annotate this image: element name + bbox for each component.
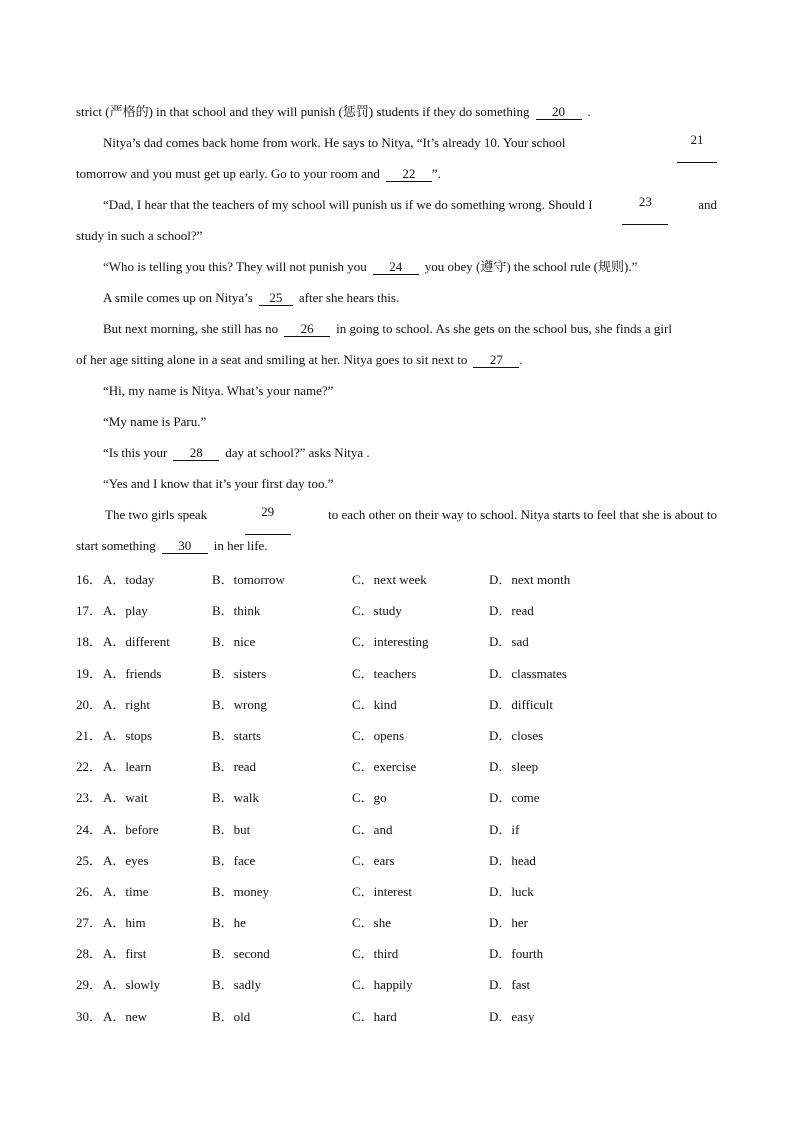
option-b: B．walk <box>212 790 259 806</box>
option-c: C．hard <box>352 1008 397 1024</box>
passage-text: you obey (遵守) the school rule (规则).” <box>424 259 638 274</box>
question-number: 20． <box>76 696 103 712</box>
passage-text: in going to school. As she gets on the school bus, she finds a girl <box>336 321 672 336</box>
option-row <box>76 569 717 600</box>
option-d: D．fourth <box>489 946 544 962</box>
option-row <box>76 943 717 974</box>
option-a: A．play <box>103 603 148 619</box>
answer-blank: 27 <box>473 352 519 368</box>
option-b: B．wrong <box>212 696 267 712</box>
passage-line <box>76 535 717 566</box>
passage-line <box>76 318 717 349</box>
option-row <box>76 1006 717 1037</box>
question-number: 19． <box>76 665 103 681</box>
option-c: C．happily <box>352 977 413 993</box>
passage-text: start something <box>76 538 156 553</box>
option-b: B．think <box>212 603 261 619</box>
answer-blank: 24 <box>373 259 419 275</box>
answer-blank: 26 <box>284 321 330 337</box>
question-number: 25． <box>76 852 103 868</box>
passage-line <box>76 194 717 225</box>
passage-line <box>76 101 717 132</box>
passage-line <box>76 132 717 163</box>
option-b: B．sadly <box>212 977 262 993</box>
option-a: A．different <box>103 634 170 650</box>
option-a: A．eyes <box>103 852 149 868</box>
answer-blank: 20 <box>536 104 582 120</box>
option-b: B．tomorrow <box>212 572 285 587</box>
option-b: B．nice <box>212 634 256 650</box>
answer-blank: 23 <box>622 194 668 225</box>
option-d: D．head <box>489 852 536 868</box>
passage-text: strict (严格的) in that school and they will punish (惩罚) students if they do something <box>76 104 530 119</box>
option-a: A．learn <box>103 759 152 775</box>
option-row <box>76 663 717 694</box>
passage-line <box>76 163 717 194</box>
question-number: 18． <box>76 634 103 650</box>
passage-text: of her age sitting alone in a seat and smiling at her. Nitya goes to sit next to <box>76 352 468 367</box>
option-d: D．sad <box>489 634 529 650</box>
option-d: D．closes <box>489 727 544 743</box>
option-c: C．go <box>352 790 387 806</box>
option-c: C．kind <box>352 696 397 712</box>
option-row <box>76 912 717 943</box>
option-a: A．wait <box>103 790 148 806</box>
question-number: 23． <box>76 790 103 806</box>
option-row <box>76 725 717 756</box>
answer-blank: 29 <box>245 504 291 535</box>
passage-line <box>76 225 717 256</box>
question-number: 21． <box>76 727 103 743</box>
passage-line <box>76 473 717 504</box>
passage-line <box>76 442 717 473</box>
option-c: C．study <box>352 603 402 619</box>
option-row <box>76 974 717 1005</box>
passage-line <box>76 380 717 411</box>
option-c: C．teachers <box>352 665 417 681</box>
passage-text: But next morning, she still has no <box>103 321 279 336</box>
question-number: 27． <box>76 915 103 931</box>
option-c: C．third <box>352 946 399 962</box>
answer-blank: 21 <box>677 132 717 163</box>
passage-text: day at school?” asks Nitya . <box>225 445 370 460</box>
passage-text: in her life. <box>213 538 268 553</box>
option-row <box>76 881 717 912</box>
option-a: A．first <box>103 946 147 962</box>
option-c: C．opens <box>352 727 405 743</box>
passage-line <box>76 349 717 380</box>
option-a: A．before <box>103 821 159 837</box>
question-number: 24． <box>76 821 103 837</box>
passage-text: and <box>698 197 717 212</box>
passage-text: “Hi, my name is Nitya. What’s your name?” <box>103 383 334 398</box>
option-d: D．classmates <box>489 665 567 681</box>
option-a: A．today <box>103 572 155 587</box>
option-b: B．money <box>212 883 270 899</box>
option-b: B．starts <box>212 727 262 743</box>
option-row <box>76 631 717 662</box>
passage-text: “My name is Paru.” <box>103 414 207 429</box>
passage-text: . <box>519 352 523 367</box>
passage-text: “Yes and I know that it’s your first day too.” <box>103 476 334 491</box>
question-number: 16． <box>76 572 103 587</box>
reading-passage <box>76 101 717 566</box>
option-c: C．and <box>352 821 393 837</box>
answer-blank: 22 <box>386 166 432 182</box>
option-d: D．fast <box>489 977 531 993</box>
passage-text: “Who is telling you this? They will not punish you <box>103 259 367 274</box>
option-b: B．old <box>212 1008 251 1024</box>
option-d: D．her <box>489 915 528 931</box>
option-b: B．face <box>212 852 256 868</box>
option-d: D．come <box>489 790 540 806</box>
option-row <box>76 787 717 818</box>
passage-text: to each other on their way to school. Nitya starts to feel that she is about to <box>328 507 717 522</box>
option-row <box>76 600 717 631</box>
question-number: 30． <box>76 1008 103 1024</box>
passage-text: A smile comes up on Nitya’s <box>103 290 253 305</box>
option-a: A．time <box>103 883 149 899</box>
answer-blank: 30 <box>162 538 208 554</box>
option-c: C．exercise <box>352 759 417 775</box>
passage-text: Nitya’s dad comes back home from work. He says to Nitya, “It’s already 10. Your school <box>103 135 566 150</box>
option-c: C．ears <box>352 852 395 868</box>
option-c: C．interesting <box>352 634 429 650</box>
option-a: A．friends <box>103 665 162 681</box>
answer-options-list <box>76 569 717 1037</box>
option-d: D．if <box>489 821 520 837</box>
passage-text: tomorrow and you must get up early. Go to your room and <box>76 166 380 181</box>
question-number: 29． <box>76 977 103 993</box>
option-d: D．difficult <box>489 696 554 712</box>
option-b: B．he <box>212 915 246 931</box>
option-a: A．stops <box>103 727 153 743</box>
option-b: B．second <box>212 946 270 962</box>
passage-line <box>76 504 717 535</box>
question-number: 17． <box>76 603 103 619</box>
option-d: D．easy <box>489 1008 535 1024</box>
option-d: D．luck <box>489 883 534 899</box>
option-c: C．she <box>352 915 392 931</box>
answer-blank: 25 <box>259 290 293 306</box>
passage-text: “Dad, I hear that the teachers of my school will punish us if we do something wrong. Should I <box>103 197 593 212</box>
option-a: A．right <box>103 696 150 712</box>
option-a: A．new <box>103 1008 148 1024</box>
passage-line <box>76 287 717 318</box>
passage-text: The two girls speak <box>105 507 208 522</box>
option-b: B．sisters <box>212 665 267 681</box>
option-a: A．him <box>103 915 146 931</box>
question-number: 22． <box>76 759 103 775</box>
passage-line <box>76 256 717 287</box>
passage-text: “Is this your <box>103 445 168 460</box>
passage-text: ”. <box>431 166 441 181</box>
option-d: D．next month <box>489 572 571 587</box>
passage-text: . <box>587 104 591 119</box>
question-number: 28． <box>76 946 103 962</box>
option-row <box>76 694 717 725</box>
answer-blank: 28 <box>173 445 219 461</box>
option-row <box>76 756 717 787</box>
passage-line <box>76 411 717 442</box>
option-b: B．read <box>212 759 257 775</box>
option-a: A．slowly <box>103 977 161 993</box>
question-number: 26． <box>76 883 103 899</box>
option-d: D．sleep <box>489 759 539 775</box>
option-c: C．next week <box>352 572 427 587</box>
option-row <box>76 819 717 850</box>
passage-text: study in such a school?” <box>76 228 203 243</box>
option-b: B．but <box>212 821 251 837</box>
option-row <box>76 850 717 881</box>
option-c: C．interest <box>352 883 412 899</box>
passage-text: after she hears this. <box>298 290 400 305</box>
option-d: D．read <box>489 603 534 619</box>
